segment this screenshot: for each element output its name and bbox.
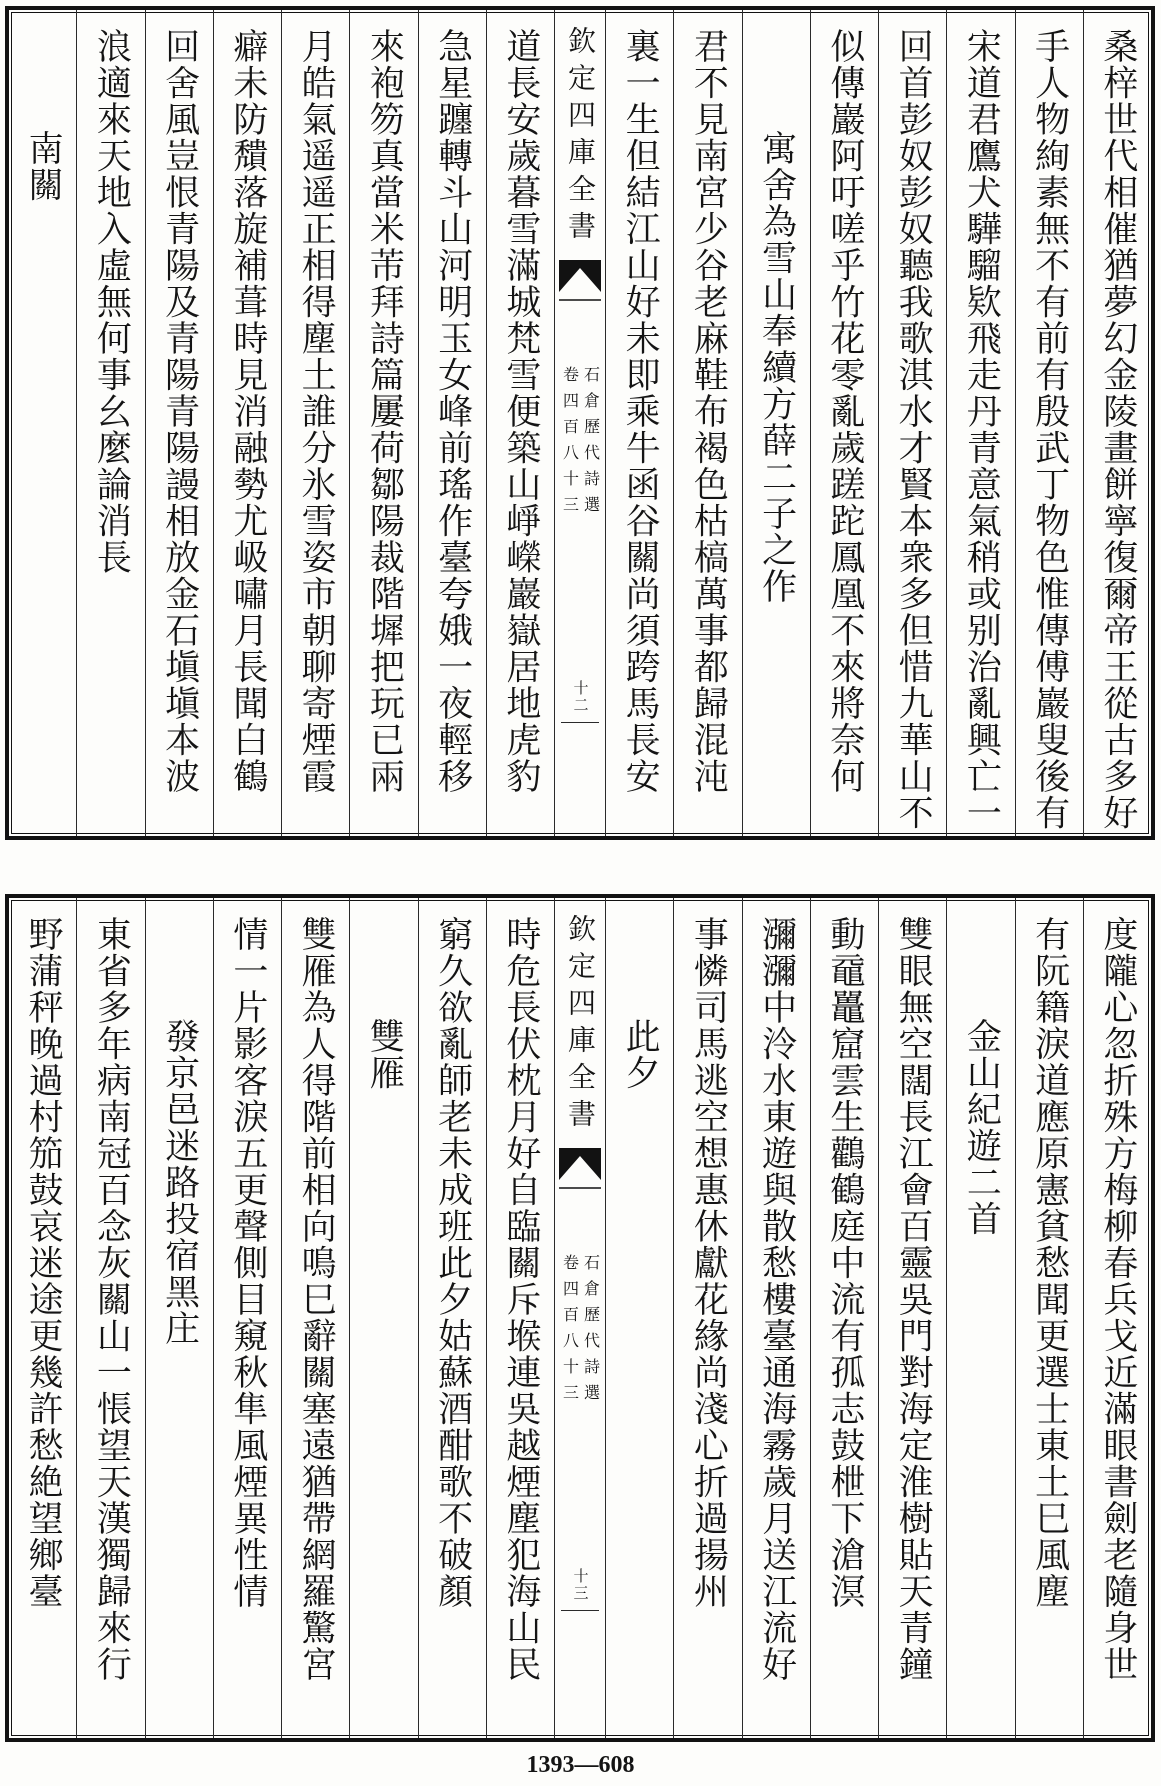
leaf-number: 十三 — [571, 1568, 590, 1602]
text-column — [1015, 10, 1083, 836]
text-column — [9, 898, 76, 1738]
text-column — [810, 10, 878, 836]
page-number: 1393—608 — [526, 1752, 635, 1778]
column-text: 東省多年病南冠百念灰關山一悵望天漢獨歸來行 — [91, 916, 132, 1683]
text-column — [213, 10, 281, 836]
poem-title-column — [946, 898, 1014, 1738]
column-text: 瀰瀰中泠水東遊與散愁樓臺通海霧歲月送江流好 — [756, 916, 797, 1683]
page-half-top — [5, 6, 1155, 840]
column-text: 君不見南宮少谷老麻鞋布褐色枯槁萬事都歸混沌 — [688, 28, 729, 795]
column-text: 癖未防穨落旋補葺時見消融勢尤岋嘯月長聞白鶴 — [227, 28, 268, 795]
column-text: 雙雁為人得階前相向鳴巳辭關塞遠猶帶網羅驚宮 — [296, 916, 337, 1683]
column-text: 來袍笏真當米芾拜詩篇屢荷鄒陽裁階墀把玩已兩 — [364, 28, 405, 795]
book-meta — [555, 366, 605, 522]
column-text: 時危長伏枕月好自臨關斥堠連吳越煙塵犯海山民 — [500, 916, 541, 1683]
text-column — [349, 10, 417, 836]
divider — [561, 1610, 599, 1611]
text-column — [76, 10, 144, 836]
leaf-number: 十二 — [571, 680, 590, 714]
poem-title: 此夕 — [620, 1018, 661, 1091]
column-text: 動黿鼉窟雲生鸛鶴庭中流有孤志鼓枻下滄溟 — [824, 916, 865, 1610]
text-column — [418, 898, 486, 1738]
page-half-bottom — [5, 894, 1155, 1742]
column-text: 月皓氣遥遥正相得塵土誰分氷雪姿市朝聊寄煙霞 — [296, 28, 337, 795]
text-column — [946, 10, 1014, 836]
text-column — [281, 898, 349, 1738]
book-title: 石倉歷代詩選 — [581, 366, 601, 522]
collection-title: 欽定四庫全書 — [564, 914, 597, 1136]
text-column — [878, 898, 946, 1738]
poem-title: 雙雁 — [364, 1018, 405, 1091]
column-text: 窮久欲亂師老未成班此夕姑蘇酒酣歌不破顏 — [432, 916, 473, 1610]
text-column — [1083, 10, 1151, 836]
volume-number: 卷四百八十三 — [560, 366, 580, 522]
text-column — [281, 10, 349, 836]
text-column — [878, 10, 946, 836]
poem-title-column — [145, 898, 213, 1738]
poem-title-column — [349, 898, 417, 1738]
column-text: 桑梓世代相催猶夢幻金陵畫餅寧復爾帝王從古多好 — [1097, 28, 1138, 831]
poem-title: 金山紀遊二首 — [961, 1018, 1002, 1237]
column-text: 度隴心忽折殊方梅柳春兵戈近滿眼書劍老隨身世 — [1097, 916, 1138, 1683]
fishtail-ornament-icon — [555, 1146, 605, 1192]
text-column — [145, 10, 213, 836]
column-text: 野蒲秤晚過村笳鼓哀迷途更幾許愁絶望鄉臺 — [23, 916, 64, 1610]
column-text: 浪適來天地入虛無何事幺麼論消長 — [91, 28, 132, 576]
poem-title: 南關 — [23, 130, 64, 203]
column-text: 裏一生但結江山好未即乘牛函谷關尚須跨馬長安 — [620, 28, 661, 795]
book-meta — [555, 1254, 605, 1410]
column-text: 事憐司馬逃空想惠休獻花緣尚淺心折過揚州 — [688, 916, 729, 1610]
column-text: 有阮籍淚道應原憲貧愁聞更選士東土巳風塵 — [1029, 916, 1070, 1610]
column-text: 宋道君鷹犬驊騮欵飛走丹青意氣稍或别治亂興亡一 — [961, 28, 1002, 831]
text-column — [213, 898, 281, 1738]
volume-number: 卷四百八十三 — [560, 1254, 580, 1410]
text-column — [76, 898, 144, 1738]
column-text: 回首彭奴彭奴聽我歌淇水才賢本衆多但惜九華山不 — [893, 28, 934, 831]
text-column — [418, 10, 486, 836]
text-column — [605, 10, 673, 836]
column-text: 雙眼無空闊長江會百靈吳門對海定淮樹貼天青鐘 — [893, 916, 934, 1683]
text-column — [673, 10, 741, 836]
column-text: 急星躔轉斗山河明玉女峰前瑤作臺夸娥一夜輕移 — [432, 28, 473, 795]
poem-title: 寓舍為雪山奉續方薛二子之作 — [756, 130, 797, 605]
column-text: 情一片影客淚五更聲側目窺秋隼風煙異性情 — [227, 916, 268, 1610]
poem-title-column — [9, 10, 76, 836]
column-text: 似傳巖阿吁嗟乎竹花零亂歲蹉跎鳳凰不來將奈何 — [824, 28, 865, 795]
text-column — [810, 898, 878, 1738]
text-column — [1015, 898, 1083, 1738]
fishtail-ornament-icon — [555, 258, 605, 304]
column-text: 手人物絢素無不有前有殷武丁物色惟傳傅巖叟後有 — [1029, 28, 1070, 831]
column-text: 道長安歲暮雪滿城梵雪便築山崢嶸巖嶽居地虎豹 — [500, 28, 541, 795]
book-title: 石倉歷代詩選 — [581, 1254, 601, 1410]
column-text: 回舍風豈恨青陽及青陽青陽謾相放金石塡塡本波 — [159, 28, 200, 795]
poem-title-column — [742, 10, 810, 836]
divider — [561, 722, 599, 723]
center-strip — [554, 10, 605, 836]
text-column — [673, 898, 741, 1738]
poem-title: 發京邑迷路投宿黑庄 — [159, 1018, 200, 1347]
text-column — [1083, 898, 1151, 1738]
text-column — [486, 898, 554, 1738]
poem-title-column — [605, 898, 673, 1738]
collection-title: 欽定四庫全書 — [564, 26, 597, 248]
text-column — [742, 898, 810, 1738]
center-strip — [554, 898, 605, 1738]
text-column — [486, 10, 554, 836]
